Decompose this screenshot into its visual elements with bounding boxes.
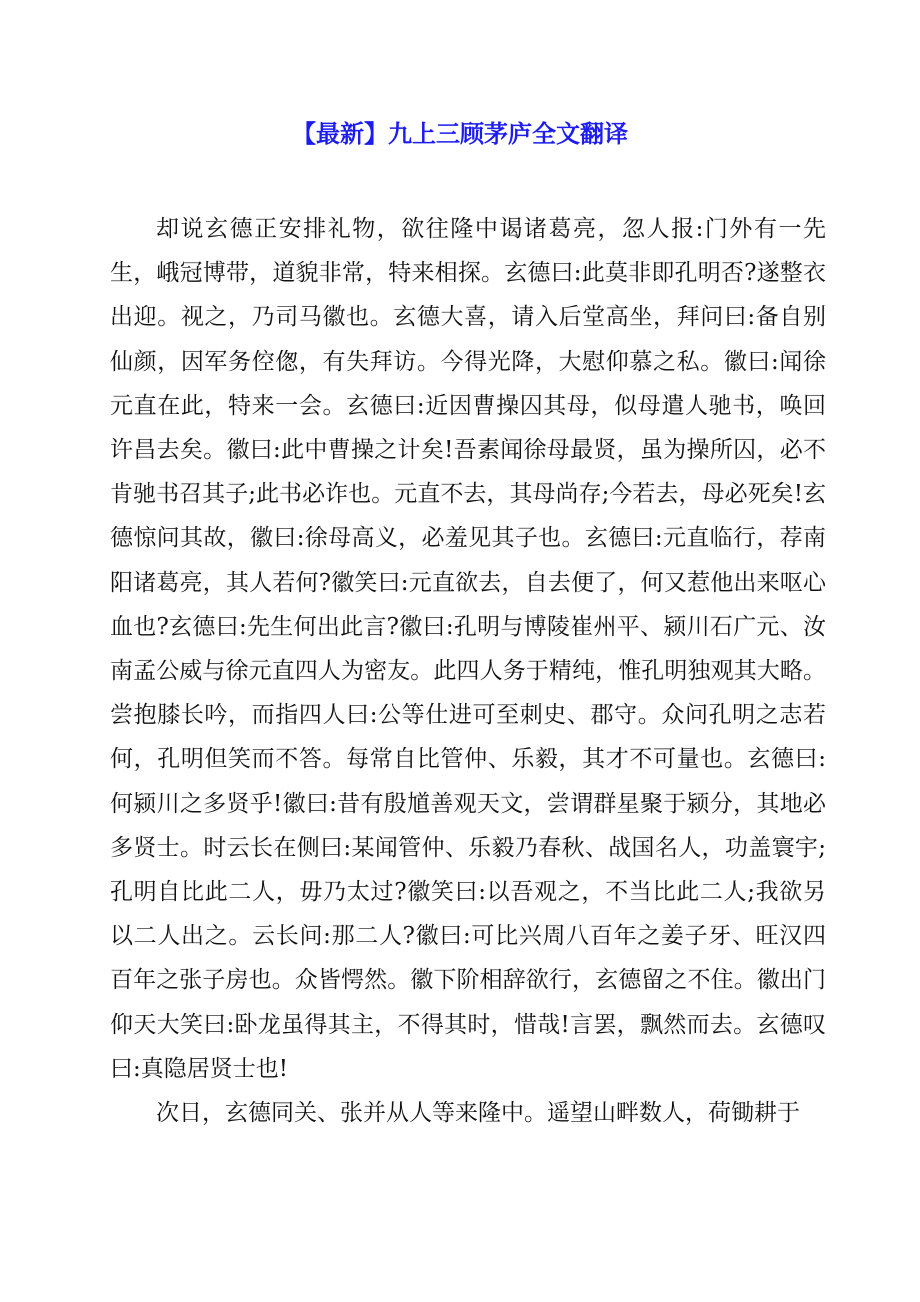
page-title: 【最新】九上三顾茅庐全文翻译 xyxy=(292,120,628,148)
paragraph-1: 却说玄德正安排礼物，欲往隆中谒诸葛亮，忽人报:门外有一先生，峨冠博带，道貌非常，特来相探。玄德曰:此莫非即孔明否?遂整衣出迎。视之，乃司马徽也。玄德大喜，请入后堂高坐，拜问曰:备自别仙颜，因军务倥偬，有失拜访。今得光降，大慰仰慕之私。徽曰:闻徐元直在此，特来一会。玄德曰:近因曹操囚其母，似母遣人驰书，唤回许昌去矣。徽曰:此中曹操之计矣!吾素闻徐母最贤，虽为操所囚，必不肯驰书召其子;此书必诈也。元直不去，其母尚存;今若去，母必死矣!玄德惊问其故，徽曰:徐母高义，必羞见其子也。玄德曰:元直临行，荐南阳诸葛亮，其人若何?徽笑曰:元直欲去，自去便了，何又惹他出来呕心血也?玄德曰:先生何出此言?徽曰:孔明与博陵崔州平、颍川石广元、汝南孟公威与徐元直四人为密友。此四人务于精纯，惟孔明独观其大略。尝抱膝长吟，而指四人曰:公等仕进可至刺史、郡守。众问孔明之志若何，孔明但笑而不答。每常自比管仲、乐毅，其才不可量也。玄德曰:何颍川之多贤乎!徽曰:昔有殷馗善观天文，尝谓群星聚于颍分，其地必多贤士。时云长在侧曰:某闻管仲、乐毅乃春秋、战国名人，功盖寰宇;孔明自比此二人，毋乃太过?徽笑曰:以吾观之，不当比此二人;我欲另以二人出之。云长问:那二人?徽曰:可比兴周八百年之姜子牙、旺汉四百年之张子房也。众皆愕然。徽下阶相辞欲行，玄德留之不住。徽出门仰天大笑曰:卧龙虽得其主，不得其时，惜哉!言罢，飘然而去。玄德叹曰:真隐居贤士也! xyxy=(110,216,826,1082)
article-body xyxy=(110,207,826,1135)
paragraph-2: 次日，玄德同关、张并从人等来隆中。遥望山畔数人，荷锄耕于 xyxy=(156,1100,800,1127)
